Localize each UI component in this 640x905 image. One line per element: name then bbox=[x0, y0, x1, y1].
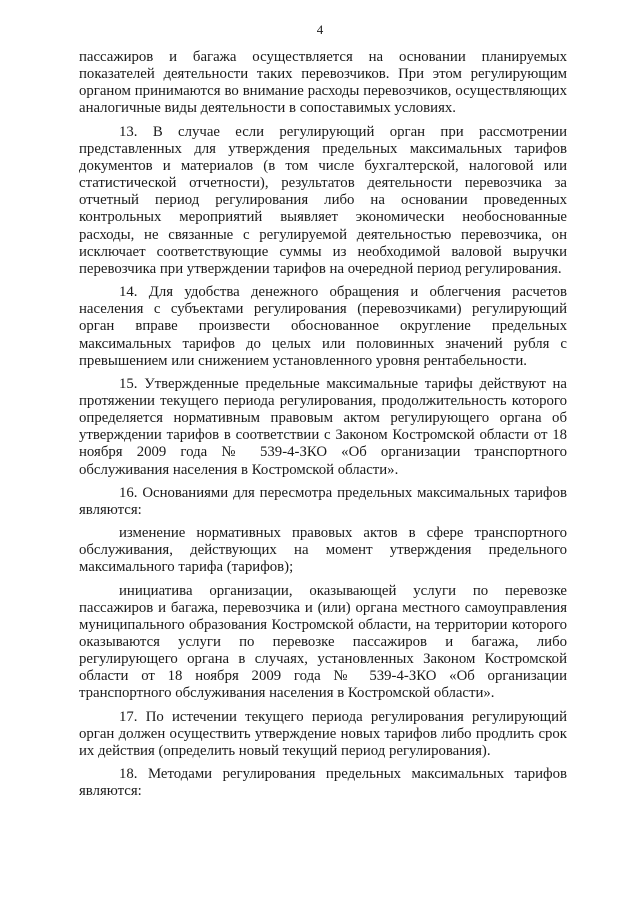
page-number: 4 bbox=[316, 22, 324, 37]
paragraph-18: 18. Методами регулирования предельных максимальных тарифов являются: bbox=[79, 766, 567, 800]
paragraph-16-item-1: изменение нормативных правовых актов в сфере транспортного обслуживания, действующих на момент утверждения предельного максимального тарифа (тарифов); bbox=[79, 525, 567, 576]
paragraph-16-item-2: инициатива организации, оказывающей услуги по перевозке пассажиров и багажа, перевозчика и (или) органа местного самоуправления муниципального образования Костромской области, на территории которого оказываются услуги по перевозке пассажиров и багажа, либо регулирующего органа в случаях, установленных Законом Костромской области от 18 ноября 2009 года № 539-4-ЗКО «Об организации транспортного обслуживания населения в Костромской области». bbox=[79, 582, 567, 702]
document-body bbox=[79, 49, 567, 800]
paragraph-14: 14. Для удобства денежного обращения и облегчения расчетов населения с субъектами регулирования (перевозчиками) регулирующий орган вправе произвести обоснованное округление предельных максимальных тарифов до целых или половинных значений рубля с превышением или снижением установленного уровня рентабельности. bbox=[79, 284, 567, 369]
paragraph-15: 15. Утвержденные предельные максимальные тарифы действуют на протяжении текущего периода регулирования, продолжительность которого определяется нормативным правовым актом регулирующего органа об утверждении тарифов в соответствии с Законом Костромской области от 18 ноября 2009 года № 539-4-ЗКО «Об организации транспортного обслуживания населения в Костромской области». bbox=[79, 375, 567, 478]
paragraph-13: 13. В случае если регулирующий орган при рассмотрении представленных для утверждения предельных максимальных тарифов документов и материалов (в том числе бухгалтерской, налоговой или статистической отчетности), результатов деятельности перевозчика за отчетный период регулирования либо на основании проведенных контрольных мероприятий выявляет экономически необоснованные расходы, не связанные с регулируемой деятельностью перевозчика, он исключает соответствующие суммы из необходимой валовой выручки перевозчика при утверждении тарифов на очередной период регулирования. bbox=[79, 123, 567, 277]
paragraph-16: 16. Основаниями для пересмотра предельных максимальных тарифов являются: bbox=[79, 484, 567, 518]
paragraph-continuation: пассажиров и багажа осуществляется на основании планируемых показателей деятельности таких перевозчиков. При этом регулирующим органом принимаются во внимание расходы перевозчиков, осуществляющих аналогичные виды деятельности в сопоставимых условиях. bbox=[79, 49, 567, 117]
paragraph-17: 17. По истечении текущего периода регулирования регулирующий орган должен осуществить утверждение новых тарифов либо продлить срок их действия (определить новый текущий период регулирования). bbox=[79, 708, 567, 759]
